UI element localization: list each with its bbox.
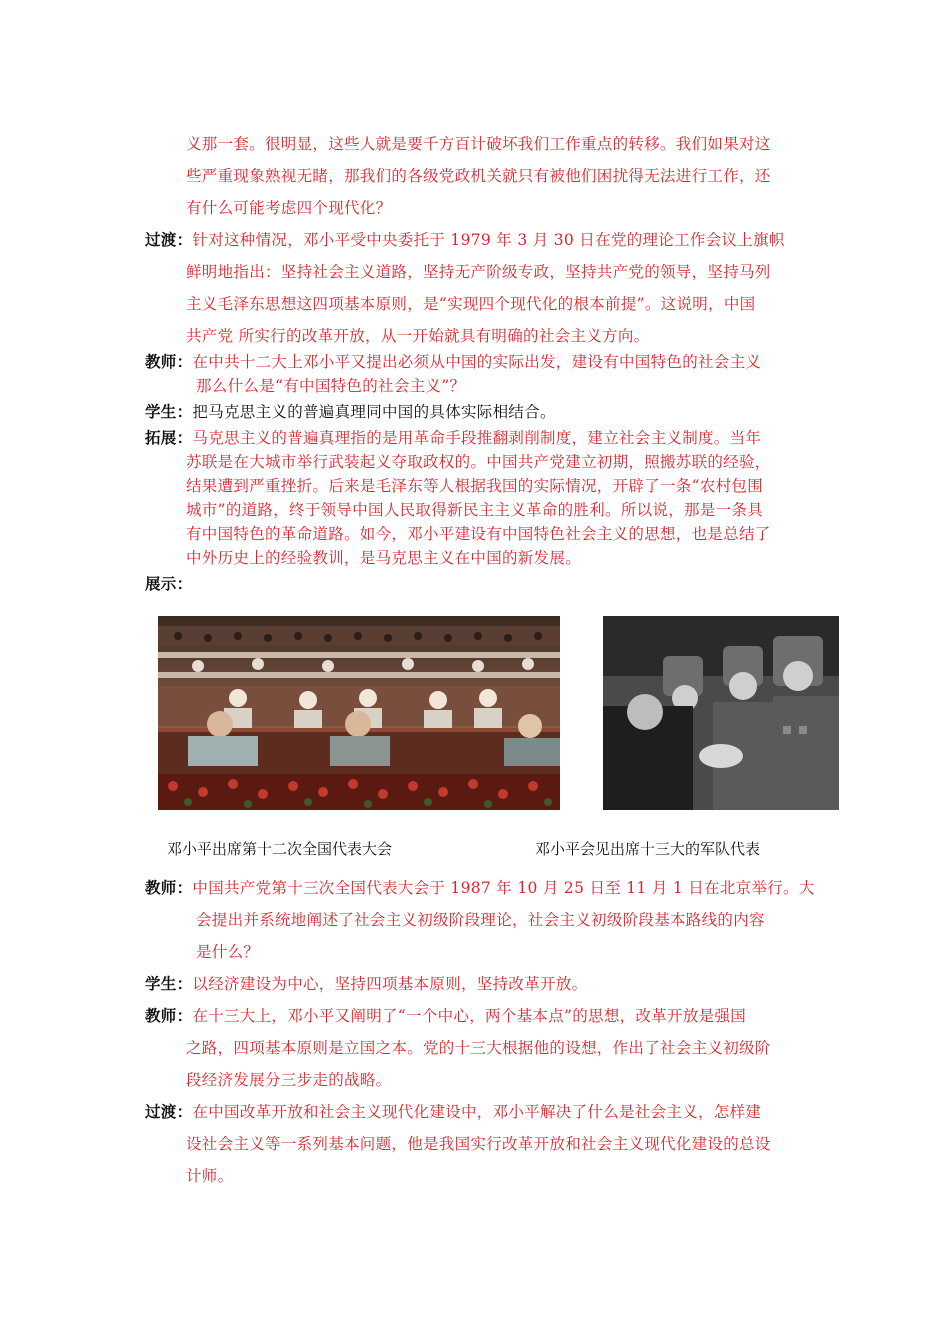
text-line [145,1006,746,1026]
speaker-label: 展示： [145,574,193,593]
line-text: 段经济发展分三步走的战略。 [186,1071,392,1089]
line-text: 主义毛泽东思想这四项基本原则，是“实现四个现代化的根本前提”。这说明，中国 [186,295,756,313]
text-line [186,1166,233,1186]
line-text: 计师。 [186,1167,234,1185]
text-line [145,974,587,994]
text-line [186,548,581,568]
speaker-label: 教师： [145,1006,193,1025]
line-text: 些严重现象熟视无睹，那我们的各级党政机关就只有被他们困扰得无法进行工作，还 [186,167,771,185]
speaker-label: 过渡： [145,230,193,249]
text-line [186,1038,771,1058]
text-line [186,1070,391,1090]
text-line [196,376,465,396]
line-text: 马克思主义的普遍真理指的是用革命手段推翻剥削制度，建立社会主义制度。当年 [192,429,762,447]
text-line [186,134,771,154]
line-text: 义那一套。很明显，这些人就是要千方百计破坏我们工作重点的转移。我们如果对这 [186,135,771,153]
line-text: 苏联是在大城市举行武装起义夺取政权的。中国共产党建立初期，照搬苏联的经验， [186,453,771,471]
text-line [186,1134,771,1154]
text-line [186,500,763,520]
text-line [186,476,763,496]
photo-military [603,616,839,810]
line-text: 在中共十二大上邓小平又提出必须从中国的实际出发，建设有中国特色的社会主义 [192,353,762,371]
line-text: 那么什么是“有中国特色的社会主义”？ [196,377,466,395]
line-text: 在十三大上，邓小平又阐明了“一个中心，两个基本点”的思想，改革开放是强国 [192,1007,747,1025]
speaker-label: 教师： [145,352,193,371]
text-line [186,452,771,472]
line-text: 把马克思主义的普遍真理同中国的具体实际相结合。 [192,403,556,421]
line-text: 会提出并系统地阐述了社会主义初级阶段理论，社会主义初级阶段基本路线的内容 [196,911,765,929]
line-text: 针对这种情况，邓小平受中央委托于 1979 年 3 月 30 日在党的理论工作会议上旗帜 [192,231,785,249]
line-text: 结果遭到严重挫折。后来是毛泽东等人根据我国的实际情况，开辟了一条“农村包围 [186,477,764,495]
speaker-label: 拓展： [145,428,193,447]
caption-right: 邓小平会见出席十三大的军队代表 [535,840,761,858]
line-text: 设社会主义等一系列基本问题，他是我国实行改革开放和社会主义现代化建设的总设 [186,1135,771,1153]
speaker-label: 学生： [145,974,193,993]
line-text: 鲜明地指出：坚持社会主义道路，坚持无产阶级专政，坚持共产党的领导，坚持马列 [186,263,771,281]
text-line [196,942,259,962]
text-line [186,326,649,346]
caption-left: 邓小平出席第十二次全国代表大会 [167,840,393,858]
line-text: 共产党 所实行的改革开放，从一开始就具有明确的社会主义方向。 [186,327,650,345]
line-text: 以经济建设为中心，坚持四项基本原则，坚持改革开放。 [192,975,588,993]
line-text: 中外历史上的经验教训，是马克思主义在中国的新发展。 [186,549,582,567]
line-text: 在中国改革开放和社会主义现代化建设中，邓小平解决了什么是社会主义，怎样建 [192,1103,762,1121]
text-line [145,878,815,898]
speaker-label: 学生： [145,402,193,421]
line-text: 之路，四项基本原则是立国之本。党的十三大根据他的设想，作出了社会主义初级阶 [186,1039,771,1057]
text-line [186,294,755,314]
text-line [145,574,192,594]
speaker-label: 过渡： [145,1102,193,1121]
line-text: 有中国特色的革命道路。如今，邓小平建设有中国特色社会主义的思想，也是总结了 [186,525,771,543]
text-line [186,198,391,218]
military-photo-image [603,616,839,810]
congress-photo-image [158,616,560,810]
line-text: 中国共产党第十三次全国代表大会于 1987 年 10 月 25 日至 11 月 1 日在北京举行。大 [192,879,815,897]
line-text: 有什么可能考虑四个现代化？ [186,199,392,217]
text-line [145,1102,761,1122]
text-line [186,166,771,186]
line-text: 是什么？ [196,943,260,961]
text-line [145,428,761,448]
text-line [145,352,761,372]
text-line [145,402,556,422]
text-line [186,524,771,544]
text-line [186,262,771,282]
speaker-label: 教师： [145,878,193,897]
line-text: 城市”的道路，终于领导中国人民取得新民主主义革命的胜利。所以说，那是一条具 [186,501,764,519]
text-line [145,230,785,250]
photo-congress [158,616,560,810]
text-line [196,910,765,930]
